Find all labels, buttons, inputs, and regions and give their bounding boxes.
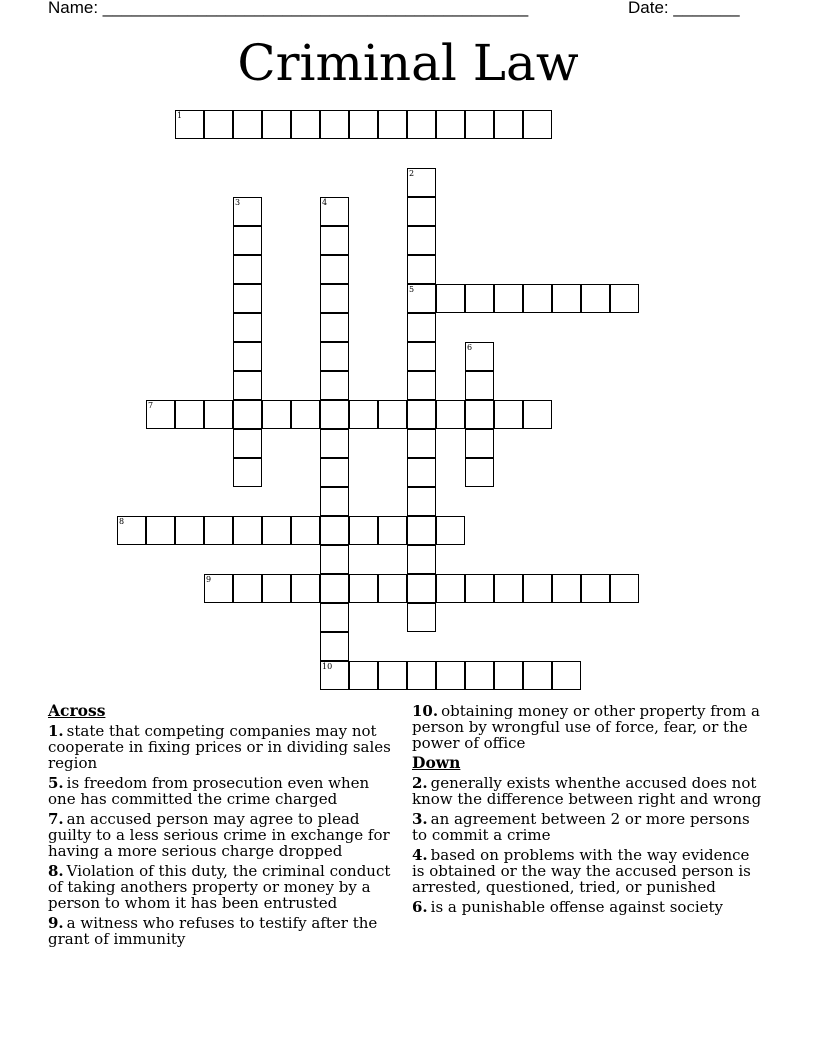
grid-cell[interactable]	[465, 661, 494, 690]
grid-cell[interactable]	[320, 342, 349, 371]
clue-text: based on problems with the way evidence is obtained or the way the accused person is arrested, questioned, tried, or punished	[412, 846, 751, 896]
grid-cell[interactable]	[233, 110, 262, 139]
grid-cell[interactable]	[291, 574, 320, 603]
grid-cell[interactable]	[262, 400, 291, 429]
grid-cell[interactable]	[320, 197, 349, 226]
clue-across-9	[48, 915, 393, 947]
clue-across-5	[48, 775, 393, 807]
grid-cell[interactable]	[407, 603, 436, 632]
grid-cell[interactable]	[610, 574, 639, 603]
clue-across-8	[48, 863, 393, 911]
grid-cell[interactable]	[494, 284, 523, 313]
grid-cell[interactable]	[291, 516, 320, 545]
grid-cell[interactable]	[262, 110, 291, 139]
grid-cell[interactable]	[349, 574, 378, 603]
grid-cell[interactable]	[291, 400, 320, 429]
clue-number: 1.	[48, 722, 64, 740]
grid-cell[interactable]	[552, 574, 581, 603]
cell-number: 9	[206, 575, 212, 584]
grid-cell[interactable]	[407, 487, 436, 516]
grid-cell[interactable]	[523, 284, 552, 313]
grid-cell[interactable]	[233, 226, 262, 255]
grid-cell[interactable]	[378, 110, 407, 139]
page-title: Criminal Law	[237, 34, 579, 92]
grid-cell[interactable]	[523, 400, 552, 429]
clue-text: obtaining money or other property from a person by wrongful use of force, fear, or the power of office	[412, 702, 760, 752]
grid-cell[interactable]	[262, 574, 291, 603]
grid-cell[interactable]	[465, 458, 494, 487]
clue-number: 4.	[412, 846, 428, 864]
grid-cell[interactable]	[117, 516, 146, 545]
clue-across-10	[412, 703, 762, 751]
cell-number: 2	[409, 169, 415, 178]
grid-cell[interactable]	[465, 429, 494, 458]
grid-cell[interactable]	[320, 661, 349, 690]
clue-number: 9.	[48, 914, 64, 932]
date-field-label[interactable]: Date: _______	[628, 0, 740, 17]
cell-number: 5	[409, 285, 415, 294]
grid-cell[interactable]	[552, 284, 581, 313]
grid-cell[interactable]	[320, 400, 349, 429]
grid-cell[interactable]	[320, 632, 349, 661]
grid-cell[interactable]	[320, 545, 349, 574]
grid-cell[interactable]	[523, 574, 552, 603]
grid-cell[interactable]	[407, 516, 436, 545]
grid-cell[interactable]	[320, 574, 349, 603]
grid-cell[interactable]	[378, 574, 407, 603]
grid-cell[interactable]	[407, 255, 436, 284]
grid-cell[interactable]	[233, 400, 262, 429]
cell-number: 6	[467, 343, 473, 352]
grid-cell[interactable]	[436, 284, 465, 313]
clues-column-right	[412, 703, 762, 919]
clue-down-2	[412, 775, 762, 807]
grid-cell[interactable]	[494, 110, 523, 139]
grid-cell[interactable]	[465, 400, 494, 429]
grid-cell[interactable]	[233, 342, 262, 371]
grid-cell[interactable]	[407, 313, 436, 342]
grid-cell[interactable]	[233, 313, 262, 342]
grid-cell[interactable]	[523, 661, 552, 690]
grid-cell[interactable]	[233, 197, 262, 226]
grid-cell[interactable]	[233, 255, 262, 284]
grid-cell[interactable]	[320, 226, 349, 255]
clue-text: is freedom from prosecution even when one has committed the crime charged	[48, 774, 370, 808]
clue-number: 5.	[48, 774, 64, 792]
grid-cell[interactable]	[204, 516, 233, 545]
grid-cell[interactable]	[465, 574, 494, 603]
grid-cell[interactable]	[349, 516, 378, 545]
grid-cell[interactable]	[378, 516, 407, 545]
grid-cell[interactable]	[407, 168, 436, 197]
grid-cell[interactable]	[320, 603, 349, 632]
clue-number: 3.	[412, 810, 428, 828]
grid-cell[interactable]	[552, 661, 581, 690]
grid-cell[interactable]	[407, 197, 436, 226]
grid-cell[interactable]	[320, 458, 349, 487]
grid-cell[interactable]	[581, 574, 610, 603]
grid-cell[interactable]	[407, 226, 436, 255]
grid-cell[interactable]	[175, 110, 204, 139]
clue-number: 10.	[412, 702, 439, 720]
grid-cell[interactable]	[436, 110, 465, 139]
grid-cell[interactable]	[320, 516, 349, 545]
clue-text: an accused person may agree to plead guilty to a less serious crime in exchange for having a more serious charge dropped	[48, 810, 390, 860]
grid-cell[interactable]	[407, 110, 436, 139]
grid-cell[interactable]	[233, 429, 262, 458]
grid-cell[interactable]	[465, 284, 494, 313]
grid-cell[interactable]	[407, 574, 436, 603]
grid-cell[interactable]	[233, 574, 262, 603]
grid-cell[interactable]	[233, 284, 262, 313]
clue-across-1	[48, 723, 393, 771]
clue-text: an agreement between 2 or more persons to commit a crime	[412, 810, 750, 844]
name-field-label[interactable]: Name: _____________________________________________	[48, 0, 529, 17]
grid-cell[interactable]	[436, 400, 465, 429]
clue-text: state that competing companies may not cooperate in fixing prices or in dividing sales region	[48, 722, 391, 772]
grid-cell[interactable]	[349, 400, 378, 429]
grid-cell[interactable]	[436, 574, 465, 603]
grid-cell[interactable]	[407, 284, 436, 313]
grid-cell[interactable]	[407, 458, 436, 487]
grid-cell[interactable]	[436, 661, 465, 690]
grid-cell[interactable]	[436, 516, 465, 545]
grid-cell[interactable]	[378, 400, 407, 429]
clue-down-3	[412, 811, 762, 843]
grid-cell[interactable]	[320, 371, 349, 400]
grid-cell[interactable]	[349, 661, 378, 690]
clue-down-6	[412, 899, 762, 915]
grid-cell[interactable]	[291, 110, 320, 139]
grid-cell[interactable]	[407, 342, 436, 371]
grid-cell[interactable]	[349, 110, 378, 139]
cell-number: 7	[148, 401, 154, 410]
grid-cell[interactable]	[320, 487, 349, 516]
grid-cell[interactable]	[407, 545, 436, 574]
grid-cell[interactable]	[407, 661, 436, 690]
grid-cell[interactable]	[465, 371, 494, 400]
grid-cell[interactable]	[378, 661, 407, 690]
grid-cell[interactable]	[175, 400, 204, 429]
clue-number: 7.	[48, 810, 64, 828]
grid-cell[interactable]	[320, 313, 349, 342]
clue-text: Violation of this duty, the criminal conduct of taking anothers property or money by a person to whom it has been entrusted	[48, 862, 391, 912]
grid-cell[interactable]	[494, 400, 523, 429]
cell-number: 8	[119, 517, 125, 526]
cell-number: 10	[322, 662, 333, 671]
down-heading: Down	[412, 753, 461, 772]
grid-cell[interactable]	[465, 110, 494, 139]
grid-cell[interactable]	[494, 661, 523, 690]
grid-cell[interactable]	[233, 371, 262, 400]
clue-text: is a punishable offense against society	[430, 898, 724, 916]
grid-cell[interactable]	[233, 516, 262, 545]
clue-number: 6.	[412, 898, 428, 916]
clue-number: 2.	[412, 774, 428, 792]
grid-cell[interactable]	[175, 516, 204, 545]
clue-across-7	[48, 811, 393, 859]
cell-number: 3	[235, 198, 241, 207]
clue-number: 8.	[48, 862, 64, 880]
grid-cell[interactable]	[523, 110, 552, 139]
grid-cell[interactable]	[407, 429, 436, 458]
cell-number: 1	[177, 111, 183, 120]
grid-cell[interactable]	[204, 110, 233, 139]
grid-cell[interactable]	[407, 371, 436, 400]
grid-cell[interactable]	[146, 400, 175, 429]
grid-cell[interactable]	[320, 110, 349, 139]
grid-cell[interactable]	[320, 429, 349, 458]
clue-text: generally exists whenthe accused does not know the difference between right and wrong	[412, 774, 762, 808]
clue-down-4	[412, 847, 762, 895]
grid-cell[interactable]	[407, 400, 436, 429]
across-heading: Across	[48, 701, 106, 720]
clue-text: a witness who refuses to testify after the grant of immunity	[48, 914, 378, 948]
grid-cell[interactable]	[581, 284, 610, 313]
grid-cell[interactable]	[320, 255, 349, 284]
grid-cell[interactable]	[204, 574, 233, 603]
grid-cell[interactable]	[465, 342, 494, 371]
grid-cell[interactable]	[262, 516, 291, 545]
grid-cell[interactable]	[494, 574, 523, 603]
clues-column-left	[48, 703, 393, 951]
cell-number: 4	[322, 198, 328, 207]
grid-cell[interactable]	[146, 516, 175, 545]
grid-cell[interactable]	[233, 458, 262, 487]
grid-cell[interactable]	[320, 284, 349, 313]
grid-cell[interactable]	[610, 284, 639, 313]
grid-cell[interactable]	[204, 400, 233, 429]
